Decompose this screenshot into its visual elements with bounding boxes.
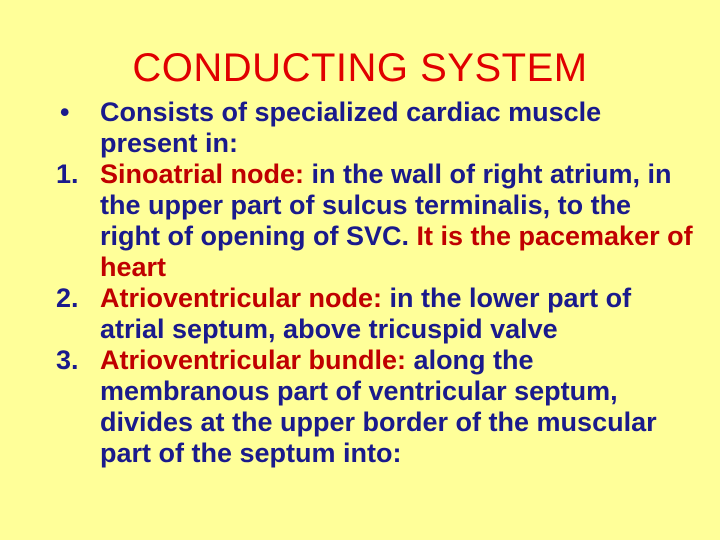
list-item-sinoatrial-node [56,159,696,283]
sinoatrial-node-description: in the wall of right atrium, in the upper part of sulcus terminalis, to the right of opening of SVC. [100,159,672,251]
atrioventricular-bundle-term: Atrioventricular bundle: [100,345,414,375]
number-marker-3: 3. [56,345,79,375]
list-item-atrioventricular-node [56,283,696,345]
bullet-marker: • [60,97,70,127]
atrioventricular-node-term: Atrioventricular node: [100,283,390,313]
sinoatrial-node-term: Sinoatrial node: [100,159,312,189]
sinoatrial-node-note: It is the pacemaker of heart [100,221,693,282]
list-item-atrioventricular-bundle [56,345,696,469]
content-list [56,97,696,469]
intro-text: Consists of specialized cardiac muscle present in: [100,97,602,158]
list-item-intro [56,97,696,159]
number-marker-2: 2. [56,283,79,313]
atrioventricular-node-description: in the lower part of atrial septum, above tricuspid valve [100,283,632,344]
slide-title: CONDUCTING SYSTEM [132,46,588,90]
atrioventricular-bundle-description: along the membranous part of ventricular septum, divides at the upper border of the muscular part of the septum into: [100,345,657,468]
number-marker-1: 1. [56,159,79,189]
